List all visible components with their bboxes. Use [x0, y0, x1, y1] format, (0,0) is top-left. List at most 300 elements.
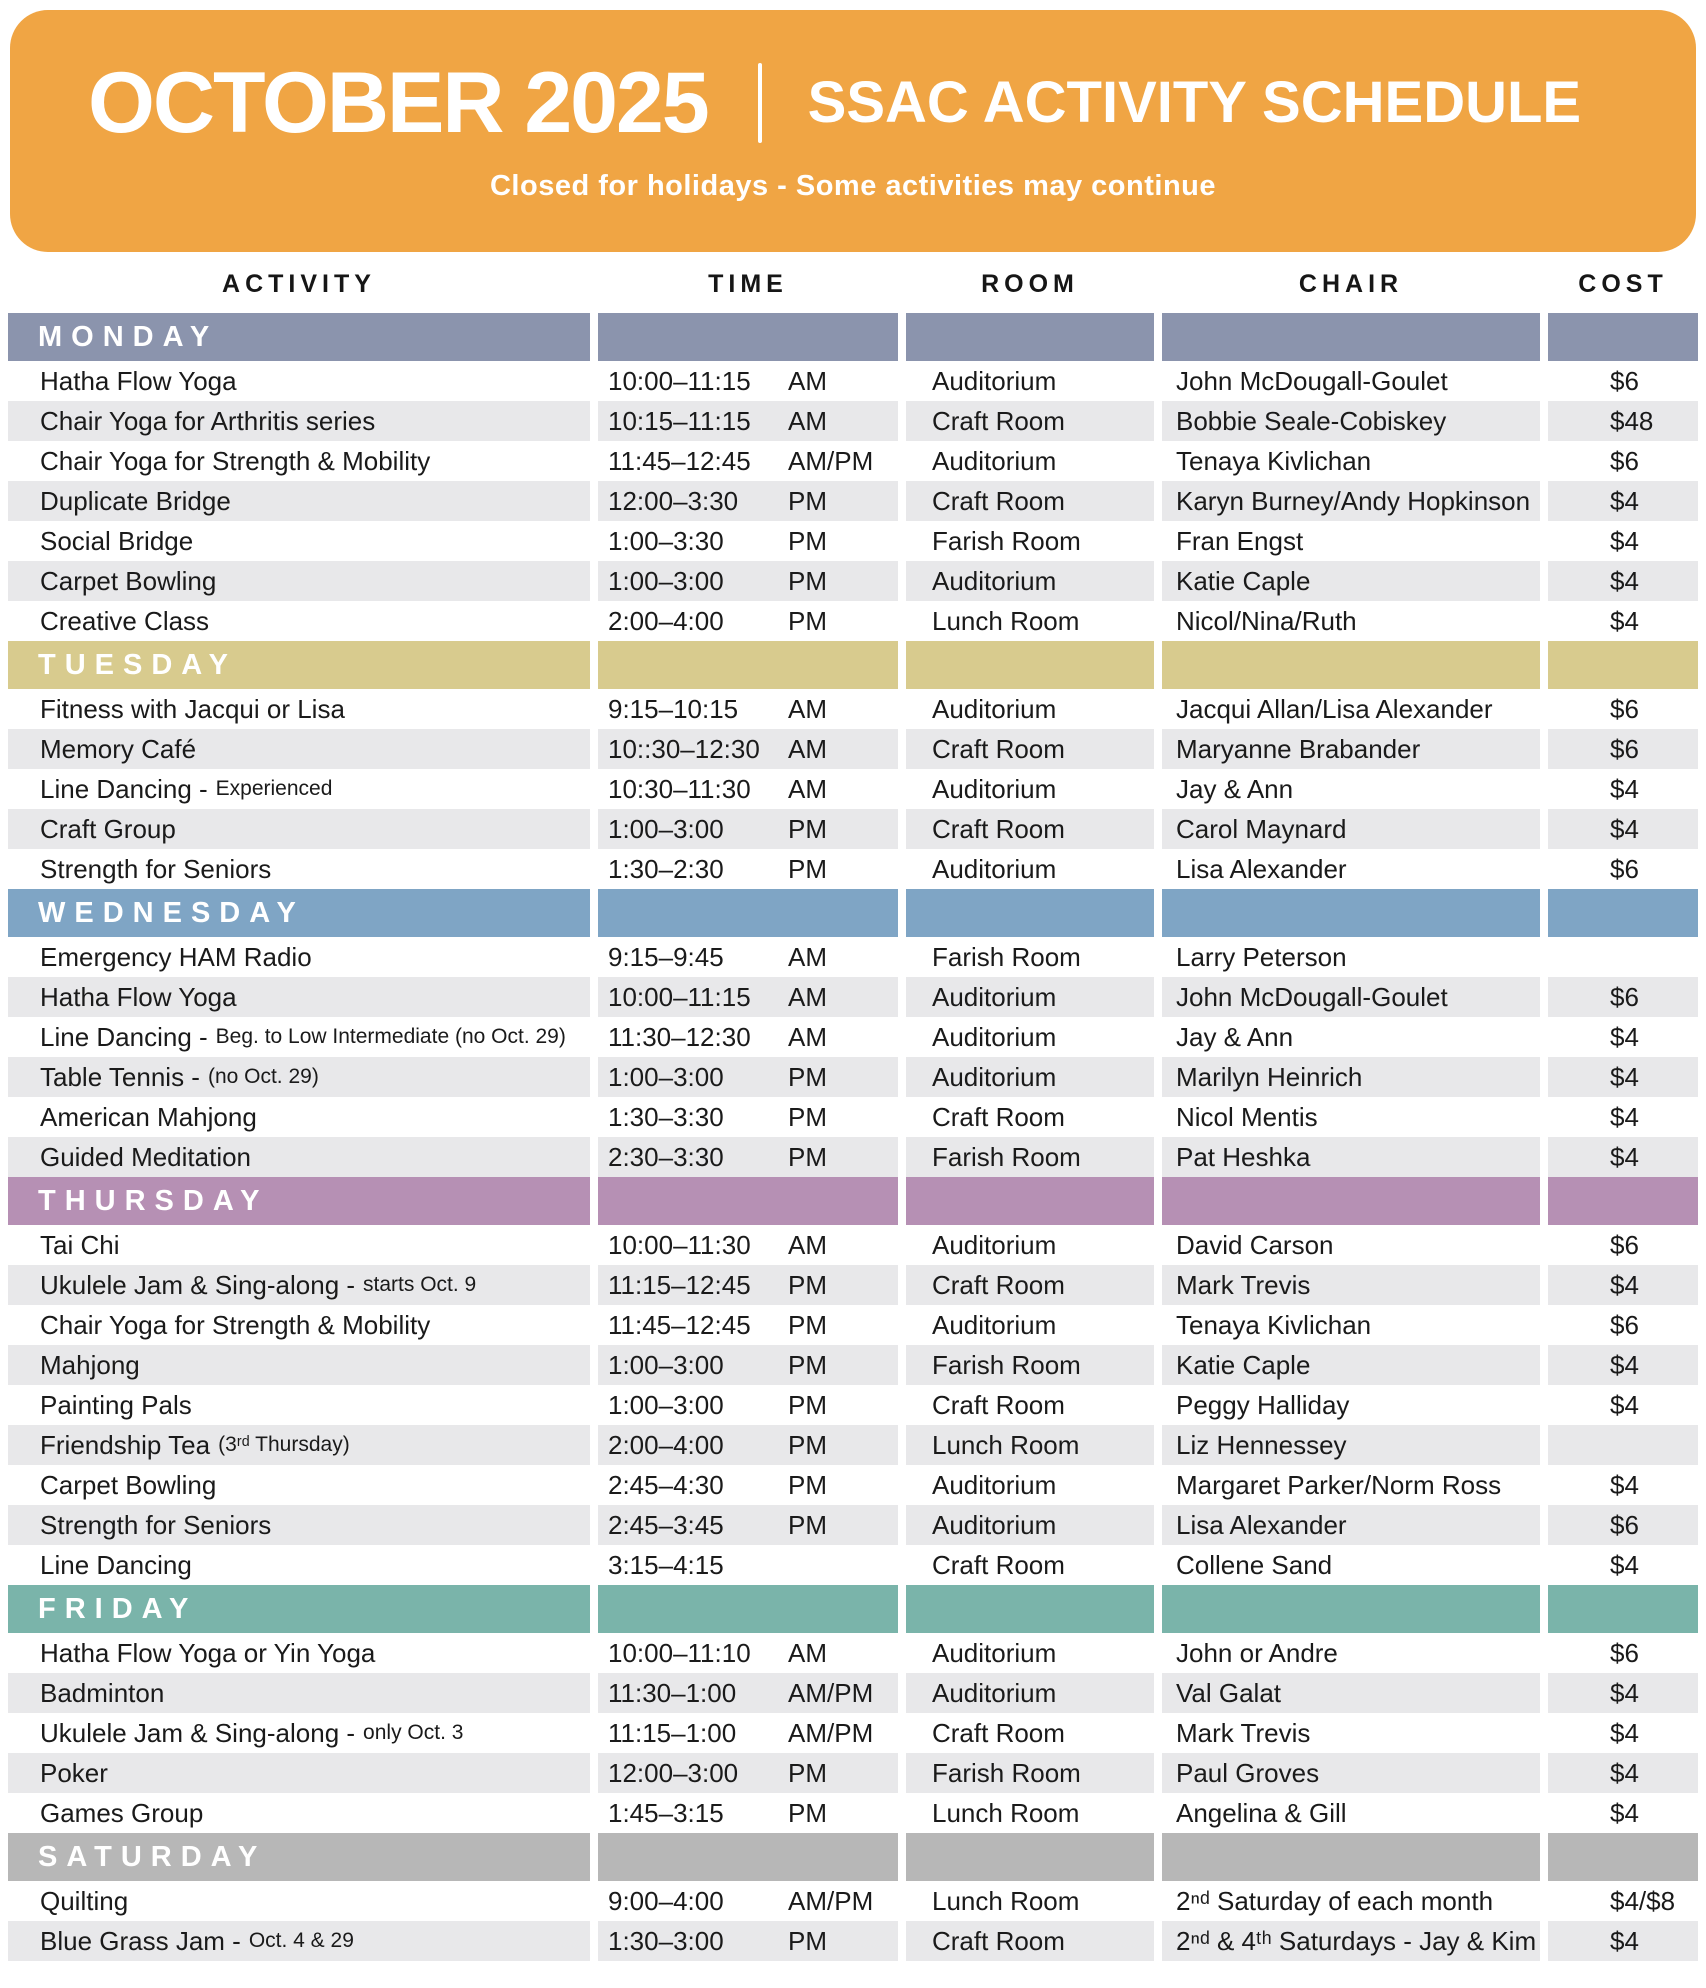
time-cell [598, 977, 898, 1017]
room-cell: Farish Room [906, 937, 1154, 977]
cost-cell: $4 [1548, 1057, 1698, 1097]
activity-cell [8, 1465, 590, 1505]
activity-cell [8, 1425, 590, 1465]
time-ampm: PM [788, 1509, 827, 1540]
time-ampm: AM/PM [788, 445, 874, 476]
time-ampm: PM [788, 605, 827, 636]
time-range: 9:15–9:45 [608, 941, 724, 972]
activity-note: (3ʳᵈ Thursday) [218, 1433, 350, 1456]
time-range: 10:15–11:15 [608, 405, 751, 436]
activity-name: Creative Class [40, 605, 210, 636]
table-row [8, 809, 1698, 849]
time-cell [598, 1265, 898, 1305]
chair-cell: Larry Peterson [1162, 937, 1540, 977]
chair-cell: Carol Maynard [1162, 809, 1540, 849]
day-section [8, 889, 1698, 1177]
activity-name: Chair Yoga for Strength & Mobility [40, 445, 431, 476]
table-row [8, 1017, 1698, 1057]
day-rows [8, 1881, 1698, 1961]
cost-cell: $4 [1548, 1465, 1698, 1505]
time-ampm: PM [788, 1389, 827, 1420]
chair-cell: Pat Heshka [1162, 1137, 1540, 1177]
time-ampm: AM [788, 405, 827, 436]
activity-cell [8, 1505, 590, 1545]
chair-cell: Tenaya Kivlichan [1162, 441, 1540, 481]
chair-cell: Jay & Ann [1162, 769, 1540, 809]
table-row [8, 1673, 1698, 1713]
activity-cell [8, 601, 590, 641]
chair-cell: Marilyn Heinrich [1162, 1057, 1540, 1097]
cost-cell: $4 [1548, 1673, 1698, 1713]
day-rows [8, 1633, 1698, 1833]
chair-cell: Liz Hennessey [1162, 1425, 1540, 1465]
day-bar-segment [1162, 1177, 1540, 1225]
day-bar-segment [598, 641, 898, 689]
cost-cell: $4 [1548, 561, 1698, 601]
time-range: 2:00–4:00 [608, 605, 724, 636]
day-header-bar [8, 1585, 1698, 1633]
cost-cell: $6 [1548, 849, 1698, 889]
time-cell [598, 1225, 898, 1265]
time-cell [598, 1545, 898, 1585]
day-rows [8, 1225, 1698, 1585]
time-cell [598, 809, 898, 849]
table-row [8, 1305, 1698, 1345]
room-cell: Craft Room [906, 1545, 1154, 1585]
day-bar-segment [906, 313, 1154, 361]
activity-name: Ukulele Jam & Sing-along - [40, 1269, 356, 1300]
table-row [8, 601, 1698, 641]
activity-cell [8, 1097, 590, 1137]
chair-cell: Maryanne Brabander [1162, 729, 1540, 769]
chair-cell: Fran Engst [1162, 521, 1540, 561]
time-ampm: PM [788, 1469, 827, 1500]
time-range: 1:00–3:00 [608, 1389, 724, 1420]
time-ampm: PM [788, 1309, 827, 1340]
day-bar-segment [1548, 641, 1698, 689]
room-cell: Craft Room [906, 401, 1154, 441]
activity-cell [8, 689, 590, 729]
room-cell: Craft Room [906, 729, 1154, 769]
activity-name: Strength for Seniors [40, 853, 272, 884]
time-cell [598, 561, 898, 601]
activity-name: Quilting [40, 1885, 129, 1916]
day-label: TUESDAY [38, 648, 237, 681]
room-cell: Auditorium [906, 849, 1154, 889]
day-section [8, 641, 1698, 889]
header-banner [10, 10, 1696, 252]
cost-cell: $4/$8 [1548, 1881, 1698, 1921]
activity-cell [8, 977, 590, 1017]
day-rows [8, 689, 1698, 889]
day-bar-segment [1548, 1177, 1698, 1225]
time-ampm: AM [788, 1229, 827, 1260]
activity-name: Emergency HAM Radio [40, 941, 312, 972]
table-row [8, 849, 1698, 889]
time-ampm: AM [788, 941, 827, 972]
month-title: OCTOBER 2025 [88, 54, 708, 151]
time-ampm: AM [788, 773, 827, 804]
day-bar-segment [906, 641, 1154, 689]
cost-cell: $6 [1548, 729, 1698, 769]
room-cell: Auditorium [906, 1465, 1154, 1505]
schedule-body [8, 313, 1698, 1961]
time-range: 11:30–1:00 [608, 1677, 737, 1708]
cost-cell: $4 [1548, 809, 1698, 849]
day-bar-segment [598, 1177, 898, 1225]
chair-cell: Mark Trevis [1162, 1713, 1540, 1753]
activity-cell [8, 1385, 590, 1425]
activity-cell [8, 1713, 590, 1753]
room-cell: Auditorium [906, 361, 1154, 401]
time-range: 10:00–11:15 [608, 981, 751, 1012]
table-row [8, 937, 1698, 977]
table-row [8, 1713, 1698, 1753]
activity-cell [8, 769, 590, 809]
time-range: 10:00–11:30 [608, 1229, 751, 1260]
chair-cell: Nicol Mentis [1162, 1097, 1540, 1137]
time-cell [598, 1425, 898, 1465]
table-row [8, 769, 1698, 809]
table-row [8, 361, 1698, 401]
room-cell: Lunch Room [906, 1881, 1154, 1921]
day-header-bar [8, 1833, 1698, 1881]
time-cell [598, 1345, 898, 1385]
time-ampm: PM [788, 565, 827, 596]
chair-cell: Jacqui Allan/Lisa Alexander [1162, 689, 1540, 729]
chair-cell: John or Andre [1162, 1633, 1540, 1673]
day-section [8, 313, 1698, 641]
time-cell [598, 729, 898, 769]
cost-cell: $6 [1548, 977, 1698, 1017]
activity-cell [8, 361, 590, 401]
time-ampm: PM [788, 1349, 827, 1380]
time-range: 11:45–12:45 [608, 1309, 751, 1340]
chair-cell: Bobbie Seale-Cobiskey [1162, 401, 1540, 441]
day-label: SATURDAY [38, 1840, 267, 1873]
time-cell [598, 441, 898, 481]
chair-cell: Tenaya Kivlichan [1162, 1305, 1540, 1345]
time-cell [598, 1017, 898, 1057]
cost-cell: $6 [1548, 361, 1698, 401]
time-ampm: AM [788, 693, 827, 724]
table-row [8, 1385, 1698, 1425]
table-row [8, 481, 1698, 521]
day-bar-segment [1548, 1833, 1698, 1881]
time-ampm: AM [788, 365, 827, 396]
time-ampm: AM [788, 733, 827, 764]
activity-cell [8, 1753, 590, 1793]
day-header-bar [8, 313, 1698, 361]
time-ampm: AM/PM [788, 1885, 874, 1916]
cost-cell: $4 [1548, 601, 1698, 641]
cost-cell: $6 [1548, 1225, 1698, 1265]
room-cell: Auditorium [906, 689, 1154, 729]
time-range: 10:30–11:30 [608, 773, 751, 804]
cost-cell: $4 [1548, 1793, 1698, 1833]
table-row [8, 521, 1698, 561]
room-cell: Craft Room [906, 1097, 1154, 1137]
activity-cell [8, 1137, 590, 1177]
time-cell [598, 849, 898, 889]
activity-name: Painting Pals [40, 1389, 192, 1420]
activity-name: Tai Chi [40, 1229, 120, 1260]
table-row [8, 1881, 1698, 1921]
time-cell [598, 1881, 898, 1921]
time-ampm: PM [788, 1141, 827, 1172]
time-cell [598, 1921, 898, 1961]
activity-name: Ukulele Jam & Sing-along - [40, 1717, 356, 1748]
day-rows [8, 937, 1698, 1177]
column-header-time: TIME [598, 255, 898, 313]
cost-cell: $6 [1548, 1505, 1698, 1545]
cost-cell: $6 [1548, 1305, 1698, 1345]
activity-name: Carpet Bowling [40, 565, 217, 596]
table-row [8, 401, 1698, 441]
activity-note: Experienced [215, 777, 333, 800]
time-range: 2:45–3:45 [608, 1509, 724, 1540]
cost-cell: $4 [1548, 1017, 1698, 1057]
table-row [8, 1633, 1698, 1673]
cost-cell: $4 [1548, 1385, 1698, 1425]
room-cell: Lunch Room [906, 1425, 1154, 1465]
chair-cell: Angelina & Gill [1162, 1793, 1540, 1833]
activity-cell [8, 1921, 590, 1961]
chair-cell: Lisa Alexander [1162, 1505, 1540, 1545]
time-range: 1:00–3:00 [608, 1349, 724, 1380]
time-range: 9:00–4:00 [608, 1885, 724, 1916]
chair-cell: Mark Trevis [1162, 1265, 1540, 1305]
table-row [8, 1425, 1698, 1465]
room-cell: Lunch Room [906, 601, 1154, 641]
time-range: 11:15–1:00 [608, 1717, 737, 1748]
activity-cell [8, 1225, 590, 1265]
activity-cell [8, 849, 590, 889]
day-bar-segment [598, 313, 898, 361]
time-range: 10:00–11:10 [608, 1637, 751, 1668]
day-bar-segment [1162, 1833, 1540, 1881]
day-bar-segment [1162, 313, 1540, 361]
day-section [8, 1177, 1698, 1585]
cost-cell: $4 [1548, 521, 1698, 561]
time-cell [598, 1753, 898, 1793]
day-section [8, 1833, 1698, 1961]
time-range: 11:45–12:45 [608, 445, 751, 476]
activity-name: Hatha Flow Yoga [40, 981, 237, 1012]
column-header-room: ROOM [906, 255, 1154, 313]
cost-cell: $6 [1548, 1633, 1698, 1673]
table-row [8, 561, 1698, 601]
activity-cell [8, 809, 590, 849]
day-bar-segment [8, 641, 590, 689]
time-ampm: AM [788, 1021, 827, 1052]
table-row [8, 1921, 1698, 1961]
time-range: 12:00–3:00 [608, 1757, 739, 1788]
activity-name: Hatha Flow Yoga [40, 365, 237, 396]
chair-cell: Jay & Ann [1162, 1017, 1540, 1057]
time-range: 1:30–2:30 [608, 853, 724, 884]
table-row [8, 1545, 1698, 1585]
time-cell [598, 361, 898, 401]
time-ampm: PM [788, 1269, 827, 1300]
time-cell [598, 1097, 898, 1137]
activity-cell [8, 1057, 590, 1097]
chair-cell: Collene Sand [1162, 1545, 1540, 1585]
activity-note: only Oct. 3 [363, 1721, 464, 1744]
activity-cell [8, 1017, 590, 1057]
room-cell: Auditorium [906, 561, 1154, 601]
time-ampm: PM [788, 1429, 827, 1460]
time-range: 1:00–3:00 [608, 813, 724, 844]
chair-cell: 2ⁿᵈ Saturday of each month [1162, 1881, 1540, 1921]
day-bar-segment [8, 1833, 590, 1881]
page-title: SSAC ACTIVITY SCHEDULE [807, 69, 1582, 135]
time-cell [598, 1057, 898, 1097]
time-cell [598, 1505, 898, 1545]
chair-cell: John McDougall-Goulet [1162, 977, 1540, 1017]
activity-cell [8, 561, 590, 601]
day-section [8, 1585, 1698, 1833]
table-row [8, 1225, 1698, 1265]
cost-cell: $4 [1548, 1137, 1698, 1177]
room-cell: Craft Room [906, 1385, 1154, 1425]
activity-note: starts Oct. 9 [363, 1273, 477, 1296]
table-row [8, 729, 1698, 769]
cost-cell: $4 [1548, 1921, 1698, 1961]
activity-cell [8, 1545, 590, 1585]
time-range: 1:30–3:00 [608, 1925, 724, 1956]
activity-name: Blue Grass Jam - [40, 1925, 241, 1956]
room-cell: Craft Room [906, 1921, 1154, 1961]
table-row [8, 1793, 1698, 1833]
activity-name: Hatha Flow Yoga or Yin Yoga [40, 1637, 376, 1668]
activity-name: Social Bridge [40, 525, 194, 556]
day-bar-segment [598, 889, 898, 937]
activity-name: Line Dancing - [40, 1021, 208, 1052]
chair-cell: Val Galat [1162, 1673, 1540, 1713]
room-cell: Auditorium [906, 769, 1154, 809]
chair-cell: 2ⁿᵈ & 4ᵗʰ Saturdays - Jay & Kim [1162, 1921, 1540, 1961]
day-rows [8, 361, 1698, 641]
room-cell: Farish Room [906, 1137, 1154, 1177]
time-ampm: AM/PM [788, 1717, 874, 1748]
time-cell [598, 481, 898, 521]
activity-name: Games Group [40, 1797, 204, 1828]
activity-name: Strength for Seniors [40, 1509, 272, 1540]
cost-cell: $4 [1548, 1265, 1698, 1305]
chair-cell: Karyn Burney/Andy Hopkinson [1162, 481, 1540, 521]
table-row [8, 1505, 1698, 1545]
chair-cell: Margaret Parker/Norm Ross [1162, 1465, 1540, 1505]
time-cell [598, 601, 898, 641]
chair-cell: Peggy Halliday [1162, 1385, 1540, 1425]
time-cell [598, 1633, 898, 1673]
day-bar-segment [906, 1585, 1154, 1633]
activity-name: Mahjong [40, 1349, 140, 1380]
room-cell: Craft Room [906, 809, 1154, 849]
time-cell [598, 689, 898, 729]
time-cell [598, 1137, 898, 1177]
chair-cell: John McDougall-Goulet [1162, 361, 1540, 401]
activity-cell [8, 937, 590, 977]
time-cell [598, 521, 898, 561]
table-row [8, 441, 1698, 481]
room-cell: Farish Room [906, 1753, 1154, 1793]
room-cell: Auditorium [906, 1633, 1154, 1673]
chair-cell: Katie Caple [1162, 1345, 1540, 1385]
activity-name: Carpet Bowling [40, 1469, 217, 1500]
activity-cell [8, 441, 590, 481]
table-row [8, 1097, 1698, 1137]
activity-name: Fitness with Jacqui or Lisa [40, 693, 345, 724]
schedule-table [8, 255, 1698, 1961]
activity-cell [8, 1633, 590, 1673]
table-row [8, 1057, 1698, 1097]
table-row [8, 977, 1698, 1017]
activity-name: Poker [40, 1757, 108, 1788]
day-bar-segment [1548, 889, 1698, 937]
activity-name: Craft Group [40, 813, 176, 844]
time-range: 1:00–3:00 [608, 1061, 724, 1092]
cost-cell: $4 [1548, 1545, 1698, 1585]
time-cell [598, 1465, 898, 1505]
activity-cell [8, 1265, 590, 1305]
time-ampm: PM [788, 1757, 827, 1788]
chair-cell: Paul Groves [1162, 1753, 1540, 1793]
activity-name: Badminton [40, 1677, 165, 1708]
table-row [8, 1137, 1698, 1177]
time-cell [598, 769, 898, 809]
activity-name: Friendship Tea [40, 1429, 211, 1460]
activity-name: Line Dancing [40, 1549, 192, 1580]
title-divider [758, 63, 762, 143]
cost-cell [1548, 1425, 1698, 1465]
time-range: 2:30–3:30 [608, 1141, 724, 1172]
activity-cell [8, 401, 590, 441]
day-bar-segment [1162, 641, 1540, 689]
table-row [8, 1753, 1698, 1793]
time-ampm: AM [788, 981, 827, 1012]
time-range: 1:00–3:30 [608, 525, 724, 556]
time-cell [598, 1385, 898, 1425]
column-header-row [8, 255, 1698, 313]
activity-name: Guided Meditation [40, 1141, 252, 1172]
room-cell: Craft Room [906, 481, 1154, 521]
day-label: MONDAY [38, 320, 219, 353]
time-ampm: PM [788, 1061, 827, 1092]
column-header-cost: COST [1548, 255, 1698, 313]
activity-cell [8, 1305, 590, 1345]
time-ampm: AM [788, 1637, 827, 1668]
chair-cell: David Carson [1162, 1225, 1540, 1265]
column-header-chair: CHAIR [1162, 255, 1540, 313]
activity-cell [8, 729, 590, 769]
time-cell [598, 1713, 898, 1753]
chair-cell: Katie Caple [1162, 561, 1540, 601]
room-cell: Auditorium [906, 1305, 1154, 1345]
day-bar-segment [8, 1585, 590, 1633]
time-cell [598, 1673, 898, 1713]
banner-subtitle: Closed for holidays - Some activities may continue [489, 169, 1216, 202]
activity-name: Line Dancing - [40, 773, 208, 804]
day-label: THURSDAY [38, 1184, 269, 1217]
time-cell [598, 1305, 898, 1345]
chair-cell: Lisa Alexander [1162, 849, 1540, 889]
day-bar-segment [1548, 313, 1698, 361]
activity-name: Memory Café [40, 733, 197, 764]
time-cell [598, 401, 898, 441]
time-ampm: PM [788, 853, 827, 884]
